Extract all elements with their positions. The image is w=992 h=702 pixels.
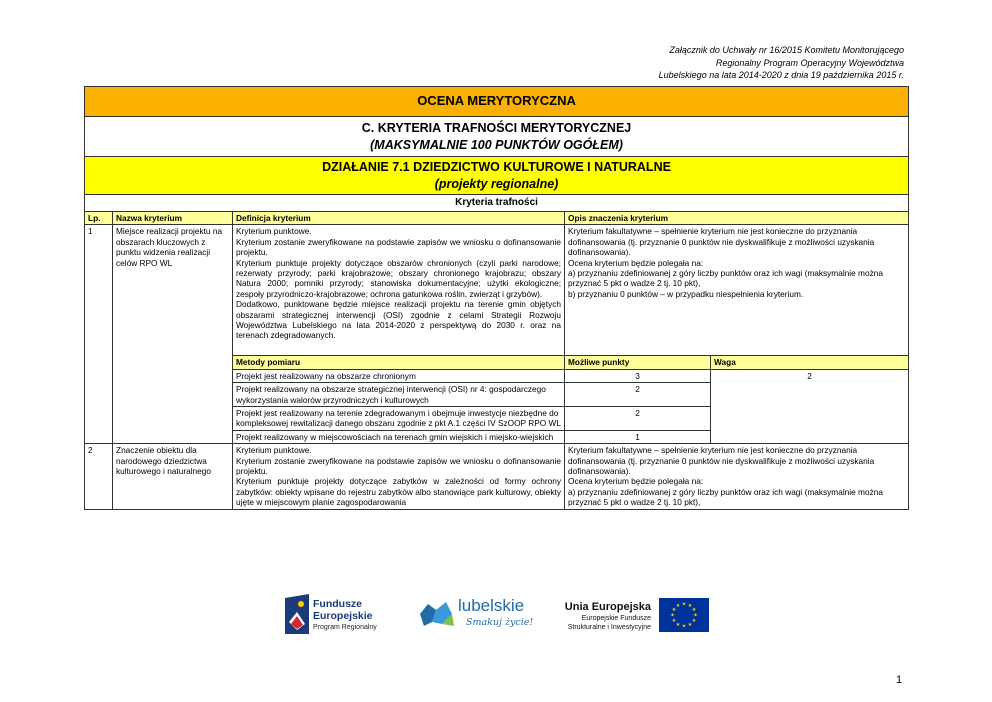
fundusze-europejskie-icon [285,594,309,634]
svg-text:★: ★ [691,618,697,624]
eu-sub2: Strukturalne i Inwestycyjne [567,624,651,631]
col-lp: Lp. [85,212,113,225]
criterion-2-def-p2: Kryterium zostanie zweryfikowane na podstawie zapisów we wniosku o dofinansowanie projektu. [236,455,561,477]
criterion-1-opis-p2: Ocena kryterium będzie polegała na: [568,257,704,268]
page-number: 1 [896,674,903,686]
ocena-title: OCENA MERYTORYCZNA [85,87,909,117]
criteria-sheet [84,86,908,510]
kryteria-title [85,117,909,157]
metoda-points: 1 [565,430,711,443]
criterion-1-opis-p1: Kryterium fakultatywne – spełnienie kryterium nie jest konieczne do przyznania dofinansowania (tj. przyznanie 0 punktów nie dyskwalifikuje z możliwości uzyskania dofinansowania). [568,226,875,258]
svg-text:★: ★ [693,612,698,619]
criterion-1-opis-p3: a) przyznaniu zdefiniowanej z góry liczby punktów oraz ich wagi (maksymalnie można przyznać 5 pkt o wadze 2 tj. 10 pkt), [568,268,883,289]
criteria-table [84,86,909,510]
svg-text:★: ★ [687,603,693,609]
criterion-1-def-p1: Kryterium punktowe. [236,226,312,237]
eu-title: Unia Europejska [564,601,651,613]
criterion-1-row [85,225,909,356]
kryteria-trafnosci-heading: Kryteria trafności [85,195,909,212]
eu-sub1: Europejskie Fundusze [581,615,651,622]
criterion-1-def-p2: Kryterium zostanie zweryfikowane na podstawie zapisów we wniosku o dofinansowanie projektu. [236,236,561,258]
column-header-row [85,212,909,225]
fe-line2: Europejskie [313,610,373,622]
criterion-2-definition [233,444,565,509]
dzialanie-title-line1: DZIAŁANIE 7.1 DZIEDZICTWO KULTUROWE I NATURALNE [322,159,671,174]
lubelskie-slogan: Smakuj życie! [466,617,534,628]
svg-text:★: ★ [671,607,677,613]
col-opis: Opis znaczenia kryterium [565,212,909,225]
fe-line1: Fundusze [313,598,362,610]
svg-text:★: ★ [691,607,697,613]
criterion-2-row [85,444,909,509]
criterion-2-description [565,444,909,509]
eu-flag-icon [659,598,709,632]
punkty-header: Możliwe punkty [565,356,711,369]
dzialanie-title [85,157,909,195]
metody-header: Metody pomiaru [233,356,565,369]
criterion-1-def-p3: Kryterium punktuje projekty dotyczące obszarów chronionych (czyli parki narodowe; rezerwaty przyrody; parki krajobrazowe; obszary chronionego krajobrazu; obszary Natura 2000; pomniki przyrody; stanowiska dokumentacyjne; użytki ekologiczne; zespoły przyrodniczo-krajobrazowe; ochrona gatunkowa roślin, zwierząt i grzybów). [236,257,561,299]
attachment-note-line3: Lubelskiego na lata 2014-2020 z dnia 19 października 2015 r. [658,70,904,80]
svg-text:★: ★ [670,612,675,619]
criterion-2-opis-p3: a) przyznaniu zdefiniowanej z góry liczby punktów oraz ich wagi (maksymalnie można przyznać 5 pkt o wadze 2 tj. 10 pkt), [568,486,883,508]
metoda-points: 2 [565,407,711,431]
criterion-2-def-p3: Kryterium punktuje projekty dotyczące zabytków w zależności od formy ochrony zabytków: obiekty wpisane do rejestru zabytków albo stanowiące park kulturowy, obiekty ujęte w miejscowym planie zagospodarowania [236,476,561,508]
criterion-1-lp: 1 [85,225,113,444]
dzialanie-title-line2: (projekty regionalne) [434,176,559,191]
kryteria-title-line1: C. KRYTERIA TRAFNOŚCI MERYTORYCZNEJ [361,120,632,135]
criterion-1-description [565,225,909,356]
metoda-points: 2 [565,383,711,407]
svg-text:★: ★ [675,603,681,609]
criterion-2-opis-p2: Ocena kryterium będzie polegała na: [568,476,704,487]
kryteria-title-line2: (MAKSYMALNIE 100 PUNKTÓW OGÓŁEM) [370,137,623,152]
svg-text:★: ★ [687,622,693,628]
fe-line3: Program Regionalny [313,624,377,631]
svg-text:★: ★ [675,622,681,628]
lubelskie-name: lubelskie [458,596,525,615]
metoda-text: Projekt jest realizowany na terenie zdegradowanym i obejmuje inwestycje niezbędne do kompleksowej rewitalizacji danego obszaru zgodnie z pkt A.1 części IV SzOOP RPO WL [233,407,565,431]
svg-text:★: ★ [681,601,687,608]
lubelskie-logo [418,592,538,640]
unia-europejska-logo [551,592,711,640]
waga-header: Waga [711,356,909,369]
svg-text:★: ★ [681,623,687,630]
criterion-1-definition [233,225,565,356]
metoda-text: Projekt realizowany w miejscowościach na terenach gmin wiejskich i miejsko-wiejskich [233,430,565,443]
criterion-2-opis-p1: Kryterium fakultatywne – spełnienie kryterium nie jest konieczne do przyznania dofinansowania (tj. przyznanie 0 punktów nie dyskwalifikuje z możliwości uzyskania dofinansowania). [568,445,875,477]
lubelskie-icon [418,600,456,630]
criterion-2-lp: 2 [85,444,113,509]
criterion-2-def-p1: Kryterium punktowe. [236,445,312,456]
footer-logos [0,592,992,640]
criterion-1-opis-p4: b) przyznaniu 0 punktów – w przypadku niespełnienia kryterium. [568,288,804,299]
metoda-text: Projekt realizowany na obszarze strategicznej interwencji (OSI) nr 4: gospodarczego wykorzystania walorów przyrodniczych i kulturowych [233,383,565,407]
metoda-text: Projekt jest realizowany na obszarze chronionym [233,369,565,382]
attachment-note-line2: Regionalny Program Operacyjny Województwa [715,57,904,68]
svg-text:★: ★ [671,618,677,624]
attachment-note-line1: Załącznik do Uchwały nr 16/2015 Komitetu Monitorującego [669,45,904,55]
criterion-2-name: Znaczenie obiektu dla narodowego dziedzictwa kulturowego i naturalnego [113,444,233,509]
waga-value: 2 [711,369,909,443]
criterion-1-def-p4: Dodatkowo, punktowane będzie miejsce realizacji projektu na terenie gmin objętych obszarami strategicznej interwencji (OSI) zgodnie z celami Strategii Rozwoju Województwa Lubelskiego na lata 2014-2020 z perspektywą do 2030 r. oraz na terenach zdegradowanych. [236,299,561,341]
metoda-points: 3 [565,369,711,382]
col-nazwa: Nazwa kryterium [113,212,233,225]
criterion-1-name: Miejsce realizacji projektu na obszarach kluczowych z punktu widzenia realizacji celów RPO WL [113,225,233,444]
col-definicja: Definicja kryterium [233,212,565,225]
attachment-note [484,44,904,82]
fundusze-europejskie-logo [285,592,395,640]
